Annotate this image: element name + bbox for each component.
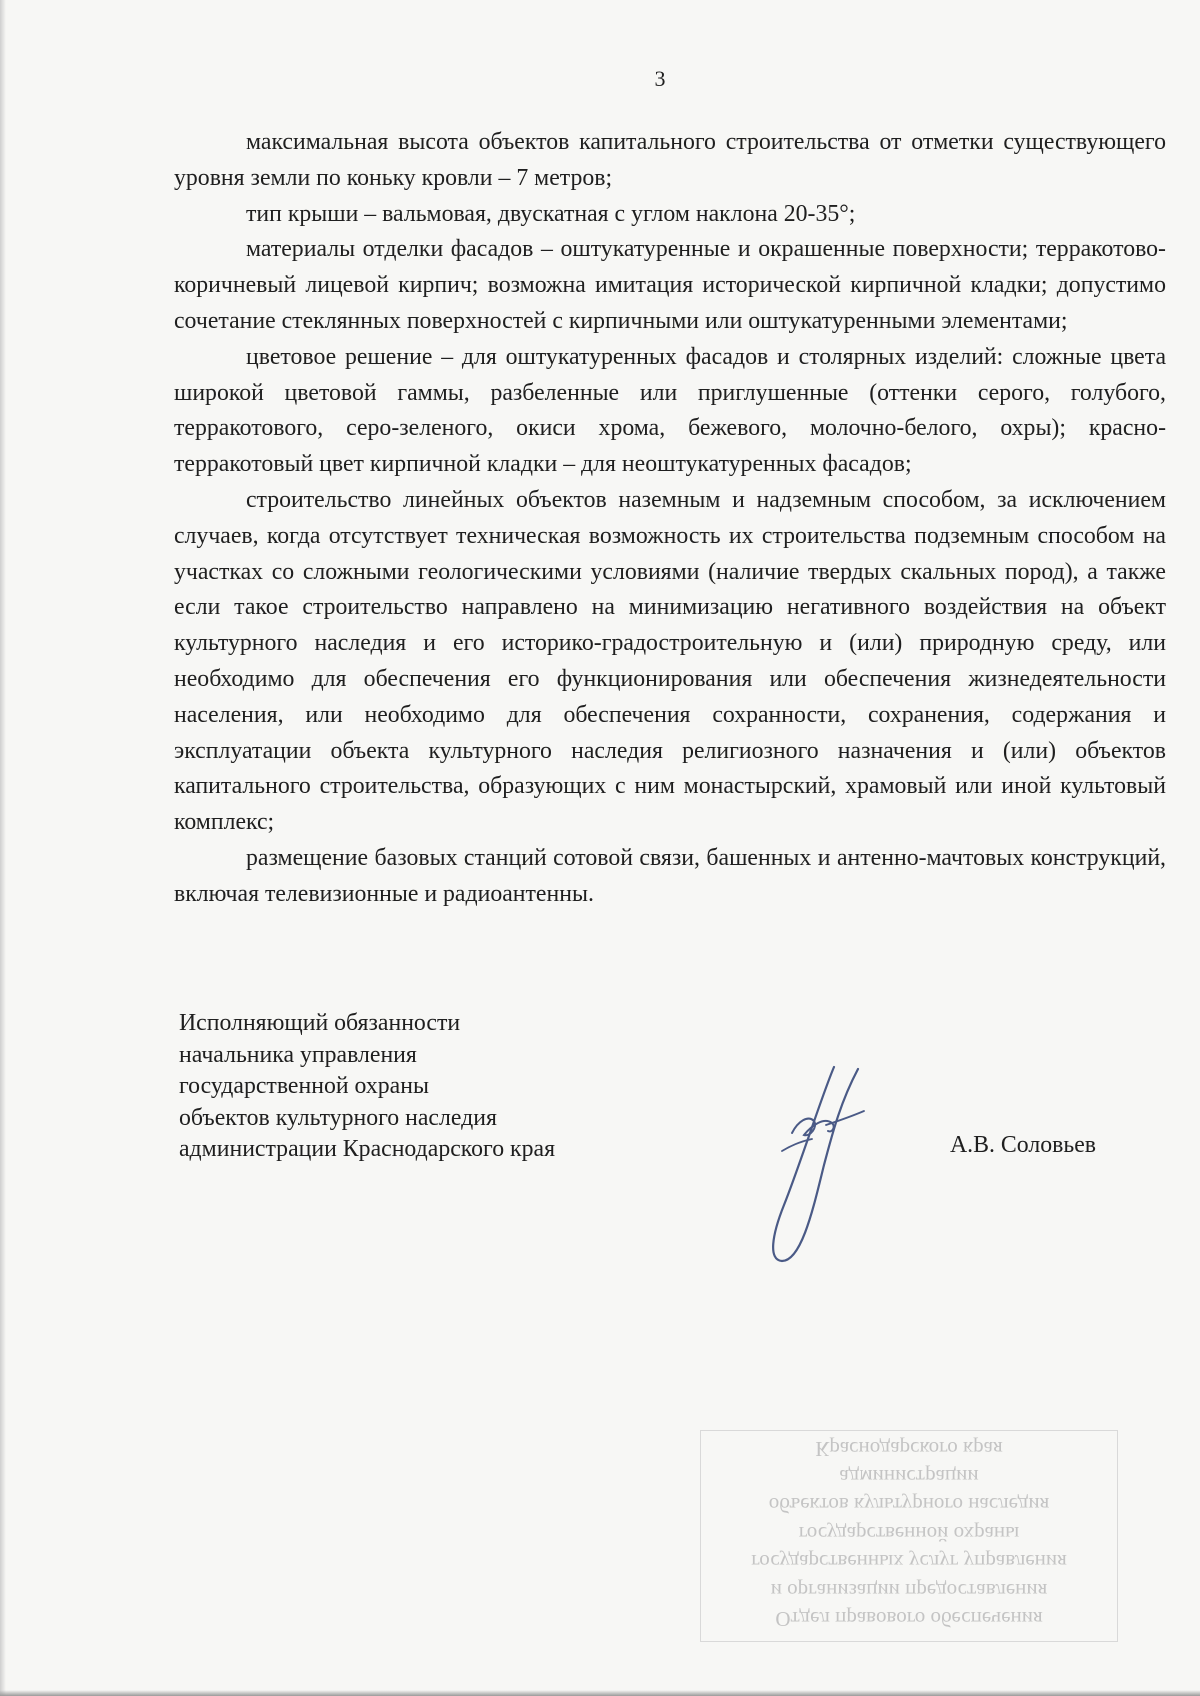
signatory-line: начальника управления bbox=[179, 1041, 417, 1068]
signatory-title bbox=[179, 1008, 555, 1166]
scan-left-shadow bbox=[0, 0, 6, 1696]
stamp-line: Краснодарского края bbox=[815, 1436, 1003, 1461]
scan-bottom-edge bbox=[0, 1690, 1200, 1696]
paragraph-color-solution: цветовое решение – для оштукатуренных фасадов и столярных изделий: сложные цвета широкой цветовой гаммы, разбеленные или приглушенные (оттенки серого, голубого, терракотового, серо-зеленого, окиси хрома, бежевого, молочно-белого, охры); красно-терракотовый цвет кирпичной кладки – для неоштукатуренных фасадов; bbox=[174, 343, 1166, 478]
page-number: 3 bbox=[654, 66, 666, 91]
paragraph-linear-objects: строительство линейных объектов наземным и надземным способом, за исключением случаев, когда отсутствует техническая возможность их строительства подземным способом на участках со сложными геологическими условиями (наличие твердых скальных пород), а также если такое строительство направлено на минимизацию негативного воздействия на объект культурного наследия и его историко-градостроительную и (или) природную среду, или необходимо для обеспечения его функционирования или обеспечения жизнедеятельности населения, или необходимо для обеспечения сохранности, сохранения, содержания и эксплуатации объекта культурного наследия религиозного назначения и (или) объектов капитального строительства, образующих с ним монастырский, храмовый или иной культовый комплекс; bbox=[174, 486, 1166, 836]
body-text bbox=[174, 125, 1166, 913]
paragraph-max-height: максимальная высота объектов капитального строительства от отметки существующего уровня земли по коньку кровли – 7 метров; bbox=[174, 129, 1166, 191]
signatory-line: объектов культурного наследия bbox=[179, 1104, 497, 1131]
signatory-line: Исполняющий обязанности bbox=[179, 1010, 461, 1036]
signatory-line: государственной охраны bbox=[179, 1073, 429, 1099]
paragraph-base-stations: размещение базовых станций сотовой связи, башенных и антенно-мачтовых конструкций, включая телевизионные и радиоантенны. bbox=[174, 844, 1166, 907]
paragraph-roof-type: тип крыши – вальмовая, двускатная с углом наклона 20-35°; bbox=[246, 200, 856, 227]
stamp-line: Отдел правового обеспечения bbox=[775, 1607, 1043, 1631]
handwritten-signature bbox=[762, 1055, 892, 1265]
stamp-line: государственных услуг управления bbox=[751, 1550, 1067, 1575]
stamp-line: и организации предоставления bbox=[770, 1578, 1048, 1603]
stamp-line: администрации bbox=[839, 1464, 979, 1489]
stamp-line: объектов культурного наследия bbox=[768, 1493, 1050, 1518]
bleed-through-stamp bbox=[700, 1430, 1118, 1642]
signatory-line: администрации Краснодарского края bbox=[179, 1136, 556, 1162]
stamp-line: государственной охраны bbox=[798, 1521, 1020, 1546]
signer-name: А.В. Соловьев bbox=[950, 1132, 1097, 1158]
paragraph-facade-materials: материалы отделки фасадов – оштукатуренные и окрашенные поверхности; терракотово-коричневый лицевой кирпич; возможна имитация исторической кирпичной кладки; допустимо сочетание стеклянных поверхностей с кирпичными или оштукатуренными элементами; bbox=[174, 236, 1166, 334]
stamp-text bbox=[701, 1431, 1117, 1641]
